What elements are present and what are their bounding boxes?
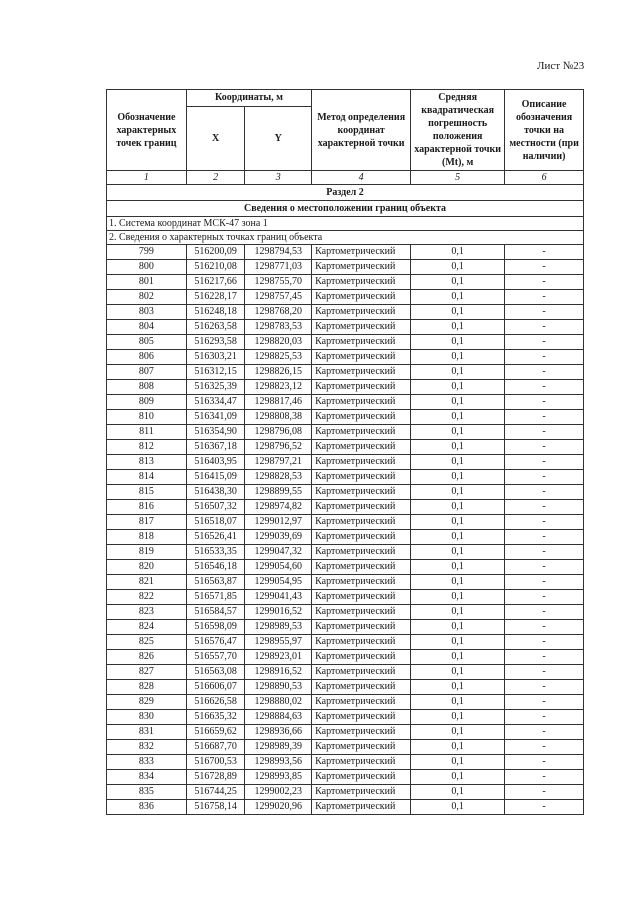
y-cell: 1298771,03	[245, 260, 312, 275]
point-id-cell: 821	[107, 575, 187, 590]
x-cell: 516367,18	[186, 440, 245, 455]
y-cell: 1298755,70	[245, 275, 312, 290]
description-cell: -	[505, 395, 584, 410]
table-row	[107, 590, 584, 605]
y-cell: 1298899,55	[245, 485, 312, 500]
error-cell: 0,1	[411, 590, 505, 605]
table-row	[107, 605, 584, 620]
table-row	[107, 455, 584, 470]
y-cell: 1298974,82	[245, 500, 312, 515]
x-cell: 516312,15	[186, 365, 245, 380]
point-id-cell: 830	[107, 710, 187, 725]
method-cell: Картометрический	[312, 785, 411, 800]
description-cell: -	[505, 365, 584, 380]
point-id-cell: 835	[107, 785, 187, 800]
description-cell: -	[505, 260, 584, 275]
point-id-cell: 829	[107, 695, 187, 710]
description-cell: -	[505, 560, 584, 575]
table-row	[107, 635, 584, 650]
description-cell: -	[505, 380, 584, 395]
method-cell: Картометрический	[312, 605, 411, 620]
header-x: X	[186, 106, 245, 170]
point-id-cell: 817	[107, 515, 187, 530]
method-cell: Картометрический	[312, 515, 411, 530]
point-id-cell: 833	[107, 755, 187, 770]
table-row	[107, 275, 584, 290]
y-cell: 1299012,97	[245, 515, 312, 530]
description-cell: -	[505, 515, 584, 530]
description-cell: -	[505, 320, 584, 335]
point-id-cell: 816	[107, 500, 187, 515]
method-cell: Картометрический	[312, 545, 411, 560]
table-row	[107, 620, 584, 635]
header-description: Описание обозначения точки на местности (при наличии)	[505, 90, 584, 171]
method-cell: Картометрический	[312, 485, 411, 500]
table-row	[107, 305, 584, 320]
description-cell: -	[505, 680, 584, 695]
description-cell: -	[505, 335, 584, 350]
error-cell: 0,1	[411, 455, 505, 470]
x-cell: 516598,09	[186, 620, 245, 635]
point-id-cell: 819	[107, 545, 187, 560]
method-cell: Картометрический	[312, 335, 411, 350]
method-cell: Картометрический	[312, 620, 411, 635]
method-cell: Картометрический	[312, 710, 411, 725]
table-row	[107, 545, 584, 560]
description-cell: -	[505, 785, 584, 800]
point-id-cell: 814	[107, 470, 187, 485]
y-cell: 1298796,08	[245, 425, 312, 440]
description-cell: -	[505, 620, 584, 635]
method-cell: Картометрический	[312, 680, 411, 695]
point-id-cell: 808	[107, 380, 187, 395]
section-title: Раздел 2	[107, 185, 584, 201]
description-cell: -	[505, 290, 584, 305]
column-number: 4	[312, 171, 411, 185]
y-cell: 1298757,45	[245, 290, 312, 305]
error-cell: 0,1	[411, 335, 505, 350]
x-cell: 516248,18	[186, 305, 245, 320]
description-cell: -	[505, 590, 584, 605]
x-cell: 516293,58	[186, 335, 245, 350]
description-cell: -	[505, 695, 584, 710]
error-cell: 0,1	[411, 260, 505, 275]
y-cell: 1298768,20	[245, 305, 312, 320]
y-cell: 1298993,56	[245, 755, 312, 770]
x-cell: 516217,66	[186, 275, 245, 290]
x-cell: 516563,08	[186, 665, 245, 680]
table-row	[107, 755, 584, 770]
x-cell: 516526,41	[186, 530, 245, 545]
column-number: 6	[505, 171, 584, 185]
x-cell: 516341,09	[186, 410, 245, 425]
method-cell: Картометрический	[312, 590, 411, 605]
point-id-cell: 826	[107, 650, 187, 665]
method-cell: Картометрический	[312, 260, 411, 275]
y-cell: 1298796,52	[245, 440, 312, 455]
x-cell: 516563,87	[186, 575, 245, 590]
table-row	[107, 350, 584, 365]
x-cell: 516507,32	[186, 500, 245, 515]
point-id-cell: 818	[107, 530, 187, 545]
error-cell: 0,1	[411, 635, 505, 650]
description-cell: -	[505, 485, 584, 500]
description-cell: -	[505, 665, 584, 680]
point-id-cell: 802	[107, 290, 187, 305]
point-id-cell: 809	[107, 395, 187, 410]
error-cell: 0,1	[411, 575, 505, 590]
error-cell: 0,1	[411, 560, 505, 575]
error-cell: 0,1	[411, 680, 505, 695]
error-cell: 0,1	[411, 320, 505, 335]
description-cell: -	[505, 725, 584, 740]
method-cell: Картометрический	[312, 350, 411, 365]
point-id-cell: 810	[107, 410, 187, 425]
y-cell: 1298797,21	[245, 455, 312, 470]
method-cell: Картометрический	[312, 290, 411, 305]
error-cell: 0,1	[411, 245, 505, 260]
y-cell: 1298825,53	[245, 350, 312, 365]
x-cell: 516533,35	[186, 545, 245, 560]
table-row	[107, 680, 584, 695]
table-row	[107, 650, 584, 665]
method-cell: Картометрический	[312, 395, 411, 410]
table-row	[107, 260, 584, 275]
description-cell: -	[505, 275, 584, 290]
x-cell: 516758,14	[186, 800, 245, 815]
y-cell: 1298826,15	[245, 365, 312, 380]
point-id-cell: 807	[107, 365, 187, 380]
description-cell: -	[505, 635, 584, 650]
point-id-cell: 799	[107, 245, 187, 260]
error-cell: 0,1	[411, 440, 505, 455]
x-cell: 516584,57	[186, 605, 245, 620]
header-method: Метод определения координат характерной точки	[312, 90, 411, 171]
table-row	[107, 320, 584, 335]
header-y: Y	[245, 106, 312, 170]
error-cell: 0,1	[411, 500, 505, 515]
y-cell: 1298955,97	[245, 635, 312, 650]
error-cell: 0,1	[411, 545, 505, 560]
method-cell: Картометрический	[312, 530, 411, 545]
description-cell: -	[505, 440, 584, 455]
table-row	[107, 395, 584, 410]
table-row	[107, 725, 584, 740]
error-cell: 0,1	[411, 485, 505, 500]
description-cell: -	[505, 455, 584, 470]
x-cell: 516334,47	[186, 395, 245, 410]
x-cell: 516635,32	[186, 710, 245, 725]
table-row	[107, 740, 584, 755]
x-cell: 516518,07	[186, 515, 245, 530]
error-cell: 0,1	[411, 305, 505, 320]
description-cell: -	[505, 245, 584, 260]
x-cell: 516606,07	[186, 680, 245, 695]
method-cell: Картометрический	[312, 275, 411, 290]
error-cell: 0,1	[411, 365, 505, 380]
error-cell: 0,1	[411, 290, 505, 305]
description-cell: -	[505, 575, 584, 590]
x-cell: 516438,30	[186, 485, 245, 500]
y-cell: 1298817,46	[245, 395, 312, 410]
section-subtitle: Сведения о местоположении границ объекта	[107, 201, 584, 217]
error-cell: 0,1	[411, 380, 505, 395]
x-cell: 516659,62	[186, 725, 245, 740]
error-cell: 0,1	[411, 410, 505, 425]
error-cell: 0,1	[411, 770, 505, 785]
x-cell: 516687,70	[186, 740, 245, 755]
table-row	[107, 515, 584, 530]
method-cell: Картометрический	[312, 320, 411, 335]
error-cell: 0,1	[411, 800, 505, 815]
x-cell: 516546,18	[186, 560, 245, 575]
y-cell: 1298890,53	[245, 680, 312, 695]
table-row	[107, 290, 584, 305]
table-row	[107, 530, 584, 545]
method-cell: Картометрический	[312, 380, 411, 395]
method-cell: Картометрический	[312, 695, 411, 710]
description-cell: -	[505, 530, 584, 545]
description-cell: -	[505, 710, 584, 725]
method-cell: Картометрический	[312, 440, 411, 455]
y-cell: 1298820,03	[245, 335, 312, 350]
point-id-cell: 828	[107, 680, 187, 695]
table-row	[107, 440, 584, 455]
table-row	[107, 710, 584, 725]
point-id-cell: 825	[107, 635, 187, 650]
y-cell: 1298794,53	[245, 245, 312, 260]
description-cell: -	[505, 755, 584, 770]
table-row	[107, 575, 584, 590]
point-id-cell: 831	[107, 725, 187, 740]
table-row	[107, 380, 584, 395]
x-cell: 516728,89	[186, 770, 245, 785]
point-id-cell: 800	[107, 260, 187, 275]
method-cell: Картометрический	[312, 500, 411, 515]
table-row	[107, 770, 584, 785]
point-id-cell: 820	[107, 560, 187, 575]
method-cell: Картометрический	[312, 650, 411, 665]
y-cell: 1299047,32	[245, 545, 312, 560]
y-cell: 1299054,95	[245, 575, 312, 590]
error-cell: 0,1	[411, 395, 505, 410]
table-row	[107, 665, 584, 680]
y-cell: 1298808,38	[245, 410, 312, 425]
error-cell: 0,1	[411, 710, 505, 725]
header-coords: Координаты, м	[186, 90, 311, 107]
description-cell: -	[505, 740, 584, 755]
table-row	[107, 695, 584, 710]
column-number: 5	[411, 171, 505, 185]
y-cell: 1299041,43	[245, 590, 312, 605]
point-id-cell: 832	[107, 740, 187, 755]
point-id-cell: 803	[107, 305, 187, 320]
point-id-cell: 804	[107, 320, 187, 335]
table-row	[107, 800, 584, 815]
point-id-cell: 822	[107, 590, 187, 605]
y-cell: 1298884,63	[245, 710, 312, 725]
y-cell: 1298923,01	[245, 650, 312, 665]
method-cell: Картометрический	[312, 425, 411, 440]
point-id-cell: 823	[107, 605, 187, 620]
x-cell: 516354,90	[186, 425, 245, 440]
method-cell: Картометрический	[312, 725, 411, 740]
error-cell: 0,1	[411, 530, 505, 545]
description-cell: -	[505, 650, 584, 665]
method-cell: Картометрический	[312, 575, 411, 590]
point-id-cell: 801	[107, 275, 187, 290]
method-cell: Картометрический	[312, 800, 411, 815]
error-cell: 0,1	[411, 785, 505, 800]
description-cell: -	[505, 350, 584, 365]
column-number-row	[107, 171, 584, 185]
method-cell: Картометрический	[312, 305, 411, 320]
table-row	[107, 425, 584, 440]
point-id-cell: 815	[107, 485, 187, 500]
y-cell: 1298936,66	[245, 725, 312, 740]
x-cell: 516744,25	[186, 785, 245, 800]
point-id-cell: 805	[107, 335, 187, 350]
method-cell: Картометрический	[312, 770, 411, 785]
x-cell: 516263,58	[186, 320, 245, 335]
y-cell: 1299039,69	[245, 530, 312, 545]
y-cell: 1298880,02	[245, 695, 312, 710]
table-row	[107, 500, 584, 515]
point-id-cell: 824	[107, 620, 187, 635]
x-cell: 516626,58	[186, 695, 245, 710]
description-cell: -	[505, 410, 584, 425]
point-id-cell: 813	[107, 455, 187, 470]
method-cell: Картометрический	[312, 245, 411, 260]
y-cell: 1298783,53	[245, 320, 312, 335]
error-cell: 0,1	[411, 605, 505, 620]
error-cell: 0,1	[411, 275, 505, 290]
table-row	[107, 560, 584, 575]
y-cell: 1299020,96	[245, 800, 312, 815]
point-id-cell: 806	[107, 350, 187, 365]
method-cell: Картометрический	[312, 665, 411, 680]
description-cell: -	[505, 545, 584, 560]
description-cell: -	[505, 800, 584, 815]
error-cell: 0,1	[411, 425, 505, 440]
y-cell: 1298989,53	[245, 620, 312, 635]
x-cell: 516700,53	[186, 755, 245, 770]
sheet-number: Лист №23	[537, 60, 585, 72]
x-cell: 516415,09	[186, 470, 245, 485]
table-row	[107, 485, 584, 500]
header-error: Средняя квадратическая погрешность положения характерной точки (Mt), м	[411, 90, 505, 171]
table-row	[107, 335, 584, 350]
x-cell: 516571,85	[186, 590, 245, 605]
y-cell: 1298989,39	[245, 740, 312, 755]
column-number: 2	[186, 171, 245, 185]
error-cell: 0,1	[411, 350, 505, 365]
y-cell: 1298828,53	[245, 470, 312, 485]
method-cell: Картометрический	[312, 560, 411, 575]
error-cell: 0,1	[411, 665, 505, 680]
x-cell: 516303,21	[186, 350, 245, 365]
y-cell: 1298823,12	[245, 380, 312, 395]
error-cell: 0,1	[411, 620, 505, 635]
x-cell: 516576,47	[186, 635, 245, 650]
coord-system-line: 1. Система координат МСК-47 зона 1	[107, 217, 584, 231]
header-point-id: Обозначение характерных точек границ	[107, 90, 187, 171]
error-cell: 0,1	[411, 695, 505, 710]
y-cell: 1299054,60	[245, 560, 312, 575]
error-cell: 0,1	[411, 515, 505, 530]
description-cell: -	[505, 305, 584, 320]
y-cell: 1299016,52	[245, 605, 312, 620]
y-cell: 1299002,23	[245, 785, 312, 800]
error-cell: 0,1	[411, 725, 505, 740]
table-row	[107, 245, 584, 260]
x-cell: 516403,95	[186, 455, 245, 470]
x-cell: 516557,70	[186, 650, 245, 665]
point-id-cell: 827	[107, 665, 187, 680]
description-cell: -	[505, 425, 584, 440]
table-header	[107, 90, 584, 185]
table-row	[107, 470, 584, 485]
x-cell: 516200,09	[186, 245, 245, 260]
column-number: 1	[107, 171, 187, 185]
boundary-points-table	[106, 89, 584, 815]
point-id-cell: 811	[107, 425, 187, 440]
description-cell: -	[505, 470, 584, 485]
table-row	[107, 365, 584, 380]
method-cell: Картометрический	[312, 455, 411, 470]
y-cell: 1298916,52	[245, 665, 312, 680]
table-row	[107, 410, 584, 425]
points-heading-line: 2. Сведения о характерных точках границ объекта	[107, 231, 584, 245]
method-cell: Картометрический	[312, 740, 411, 755]
method-cell: Картометрический	[312, 410, 411, 425]
method-cell: Картометрический	[312, 755, 411, 770]
method-cell: Картометрический	[312, 365, 411, 380]
table-row	[107, 785, 584, 800]
error-cell: 0,1	[411, 650, 505, 665]
method-cell: Картометрический	[312, 635, 411, 650]
point-id-cell: 812	[107, 440, 187, 455]
error-cell: 0,1	[411, 470, 505, 485]
column-number: 3	[245, 171, 312, 185]
table-body	[107, 245, 584, 815]
point-id-cell: 836	[107, 800, 187, 815]
x-cell: 516228,17	[186, 290, 245, 305]
x-cell: 516210,08	[186, 260, 245, 275]
description-cell: -	[505, 605, 584, 620]
x-cell: 516325,39	[186, 380, 245, 395]
table-title-block	[107, 185, 584, 245]
y-cell: 1298993,85	[245, 770, 312, 785]
point-id-cell: 834	[107, 770, 187, 785]
description-cell: -	[505, 500, 584, 515]
error-cell: 0,1	[411, 740, 505, 755]
method-cell: Картометрический	[312, 470, 411, 485]
error-cell: 0,1	[411, 755, 505, 770]
description-cell: -	[505, 770, 584, 785]
